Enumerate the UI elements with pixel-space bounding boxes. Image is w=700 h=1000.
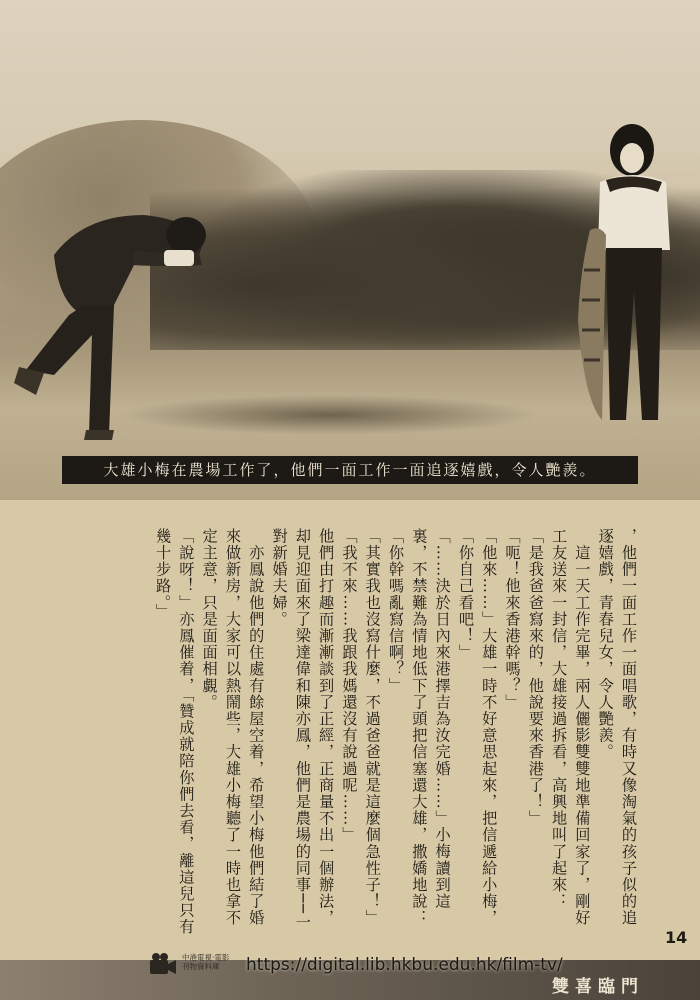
paragraph: 「……決於日內來港擇吉為汝完婚……」小梅讀到這裏，不禁難為情地低下了頭把信塞還大雄，撒嬌地說： (410, 528, 452, 927)
paragraph: 「他來……」大雄一時不好意思起來，把信遞給小梅，「你自己看吧！」 (456, 528, 499, 927)
paragraph: 「你幹嗎亂寫信啊？」 (387, 528, 406, 694)
photo-caption: 大雄小梅在農場工作了，他們一面工作一面追逐嬉戲，令人艷羨。 (62, 456, 638, 484)
series-title: 雙喜臨門 (552, 977, 644, 997)
paragraph: 「是我爸爸寫來的，他說要來香港了！」 (526, 528, 545, 827)
logo-text-line: 刊物資料庫 (182, 962, 220, 971)
paragraph: ，他們一面工作一面唱歌，有時又像淘氣的孩子似的追逐嬉戲，青春兒女，令人艷羨。 (596, 528, 638, 927)
paragraph: 「說呀！」亦鳳催着，「贊成就陪你們去看，離這兒只有幾十步路。」 (154, 528, 196, 936)
paragraph: 這一天工作完畢，兩人儷影雙雙地準備回家了，剛好工友送來一封信，大雄接過拆看，高興地叫了起來： (550, 528, 592, 927)
film-camera-icon (148, 952, 178, 978)
archive-logo-text (182, 953, 229, 971)
logo-text-line: 中港電視·電影 (182, 953, 230, 962)
article-body (34, 528, 640, 942)
page-number: 14 (665, 928, 688, 947)
paragraph: 亦鳳說他們的住處有餘屋空着，希望小梅他們結了婚來做新房，大家可以熱鬧些，大雄小梅聽了一時也拿不定主意，只是面面相覷。 (200, 528, 266, 927)
paragraph: 「我不來……我跟我媽還沒有說過呢……」 (340, 528, 359, 844)
woman-figure (570, 120, 680, 430)
paragraph: 「其實我也沒寫什麼，不過爸爸就是這麼個急性子！」 (363, 528, 382, 927)
man-figure (14, 195, 214, 440)
paragraph: 他們由打趣而漸漸談到了正經，正商量不出一個辦法，却見迎面來了梁達偉和陳亦鳳，他們是農場的同事──一對新婚夫婦。 (270, 528, 336, 931)
paragraph: 「呃！他來香港幹嗎？」 (503, 528, 522, 711)
archive-url-link[interactable]: https://digital.lib.hkbu.edu.hk/film-tv/ (246, 955, 563, 975)
